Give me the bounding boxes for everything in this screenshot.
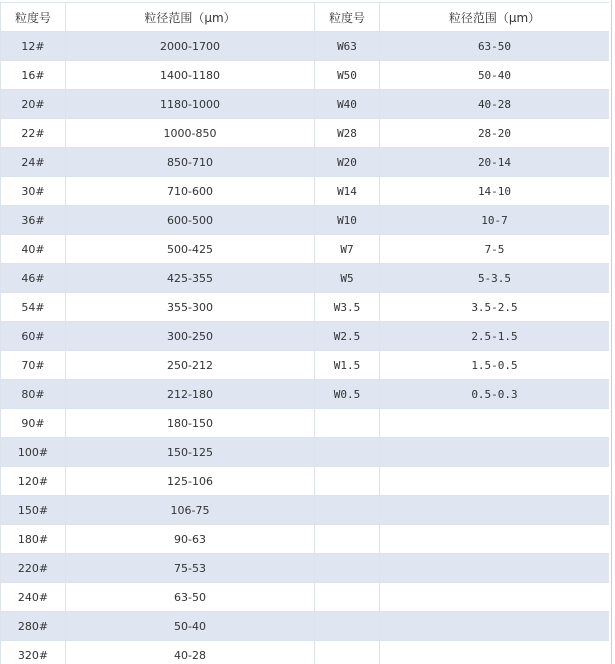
table-row bbox=[1, 380, 610, 409]
cell-micro-size-range: 28-20 bbox=[380, 119, 610, 148]
cell-micro-size-range bbox=[380, 583, 610, 612]
table-row bbox=[1, 351, 610, 380]
table-row bbox=[1, 438, 610, 467]
cell-micro-grit-number: W14 bbox=[315, 177, 380, 206]
cell-micro-grit-number bbox=[315, 583, 380, 612]
cell-micro-size-range: 63-50 bbox=[380, 32, 610, 61]
cell-micro-size-range: 14-10 bbox=[380, 177, 610, 206]
cell-micro-grit-number bbox=[315, 409, 380, 438]
cell-micro-grit-number: W50 bbox=[315, 61, 380, 90]
cell-micro-size-range bbox=[380, 438, 610, 467]
cell-micro-size-range: 40-28 bbox=[380, 90, 610, 119]
table-row bbox=[1, 467, 610, 496]
cell-micro-grit-number: W1.5 bbox=[315, 351, 380, 380]
cell-micro-size-range bbox=[380, 525, 610, 554]
cell-micro-grit-number bbox=[315, 496, 380, 525]
cell-size-range: 2000-1700 bbox=[66, 32, 315, 61]
cell-micro-grit-number: W20 bbox=[315, 148, 380, 177]
cell-micro-grit-number: W10 bbox=[315, 206, 380, 235]
cell-micro-grit-number: W0.5 bbox=[315, 380, 380, 409]
cell-grit-number: 16# bbox=[1, 61, 66, 90]
cell-grit-number: 36# bbox=[1, 206, 66, 235]
header-micro-grit-number: 粒度号 bbox=[315, 3, 380, 32]
page-divider bbox=[611, 0, 612, 664]
cell-size-range: 300-250 bbox=[66, 322, 315, 351]
cell-size-range: 40-28 bbox=[66, 641, 315, 664]
cell-size-range: 1180-1000 bbox=[66, 90, 315, 119]
header-grit-number: 粒度号 bbox=[1, 3, 66, 32]
cell-micro-size-range: 5-3.5 bbox=[380, 264, 610, 293]
cell-micro-grit-number bbox=[315, 467, 380, 496]
table-row bbox=[1, 235, 610, 264]
cell-micro-size-range bbox=[380, 612, 610, 641]
cell-size-range: 710-600 bbox=[66, 177, 315, 206]
cell-size-range: 355-300 bbox=[66, 293, 315, 322]
table-row bbox=[1, 177, 610, 206]
cell-grit-number: 22# bbox=[1, 119, 66, 148]
cell-micro-grit-number bbox=[315, 525, 380, 554]
table-row bbox=[1, 293, 610, 322]
cell-grit-number: 54# bbox=[1, 293, 66, 322]
cell-size-range: 150-125 bbox=[66, 438, 315, 467]
cell-grit-number: 240# bbox=[1, 583, 66, 612]
table-row bbox=[1, 322, 610, 351]
grain-size-table-container bbox=[0, 2, 609, 664]
cell-micro-size-range: 0.5-0.3 bbox=[380, 380, 610, 409]
cell-micro-size-range: 3.5-2.5 bbox=[380, 293, 610, 322]
cell-grit-number: 100# bbox=[1, 438, 66, 467]
cell-micro-size-range: 7-5 bbox=[380, 235, 610, 264]
cell-size-range: 63-50 bbox=[66, 583, 315, 612]
header-row bbox=[1, 3, 610, 32]
cell-grit-number: 12# bbox=[1, 32, 66, 61]
cell-micro-grit-number: W3.5 bbox=[315, 293, 380, 322]
table-row bbox=[1, 90, 610, 119]
header-micro-size-range: 粒径范围（μm） bbox=[380, 3, 610, 32]
table-body bbox=[1, 32, 610, 664]
table-row bbox=[1, 264, 610, 293]
cell-size-range: 90-63 bbox=[66, 525, 315, 554]
cell-grit-number: 280# bbox=[1, 612, 66, 641]
cell-grit-number: 80# bbox=[1, 380, 66, 409]
table-row bbox=[1, 554, 610, 583]
cell-size-range: 180-150 bbox=[66, 409, 315, 438]
cell-size-range: 1400-1180 bbox=[66, 61, 315, 90]
cell-micro-grit-number: W40 bbox=[315, 90, 380, 119]
table-row bbox=[1, 583, 610, 612]
cell-grit-number: 40# bbox=[1, 235, 66, 264]
cell-size-range: 1000-850 bbox=[66, 119, 315, 148]
cell-micro-size-range: 2.5-1.5 bbox=[380, 322, 610, 351]
cell-size-range: 500-425 bbox=[66, 235, 315, 264]
cell-grit-number: 24# bbox=[1, 148, 66, 177]
cell-micro-size-range bbox=[380, 641, 610, 664]
cell-micro-grit-number: W5 bbox=[315, 264, 380, 293]
table-row bbox=[1, 641, 610, 664]
cell-size-range: 75-53 bbox=[66, 554, 315, 583]
cell-micro-grit-number: W28 bbox=[315, 119, 380, 148]
cell-micro-grit-number: W2.5 bbox=[315, 322, 380, 351]
table-row bbox=[1, 612, 610, 641]
table-row bbox=[1, 496, 610, 525]
cell-micro-size-range bbox=[380, 554, 610, 583]
cell-micro-size-range: 50-40 bbox=[380, 61, 610, 90]
cell-grit-number: 180# bbox=[1, 525, 66, 554]
cell-size-range: 125-106 bbox=[66, 467, 315, 496]
cell-grit-number: 220# bbox=[1, 554, 66, 583]
cell-micro-grit-number bbox=[315, 554, 380, 583]
cell-micro-size-range bbox=[380, 467, 610, 496]
cell-micro-size-range: 20-14 bbox=[380, 148, 610, 177]
cell-size-range: 600-500 bbox=[66, 206, 315, 235]
table-row bbox=[1, 525, 610, 554]
cell-grit-number: 60# bbox=[1, 322, 66, 351]
cell-micro-grit-number bbox=[315, 641, 380, 664]
cell-grit-number: 70# bbox=[1, 351, 66, 380]
cell-micro-size-range: 10-7 bbox=[380, 206, 610, 235]
cell-grit-number: 150# bbox=[1, 496, 66, 525]
cell-grit-number: 46# bbox=[1, 264, 66, 293]
table-row bbox=[1, 206, 610, 235]
cell-micro-size-range bbox=[380, 409, 610, 438]
cell-size-range: 250-212 bbox=[66, 351, 315, 380]
cell-micro-grit-number bbox=[315, 612, 380, 641]
table-row bbox=[1, 119, 610, 148]
table-row bbox=[1, 148, 610, 177]
cell-size-range: 425-355 bbox=[66, 264, 315, 293]
table-row bbox=[1, 409, 610, 438]
cell-size-range: 50-40 bbox=[66, 612, 315, 641]
header-size-range: 粒径范围（μm） bbox=[66, 3, 315, 32]
cell-grit-number: 120# bbox=[1, 467, 66, 496]
cell-micro-size-range bbox=[380, 496, 610, 525]
cell-size-range: 106-75 bbox=[66, 496, 315, 525]
cell-grit-number: 20# bbox=[1, 90, 66, 119]
cell-micro-grit-number: W7 bbox=[315, 235, 380, 264]
grain-size-table bbox=[0, 2, 609, 664]
cell-grit-number: 320# bbox=[1, 641, 66, 664]
cell-size-range: 850-710 bbox=[66, 148, 315, 177]
cell-micro-grit-number bbox=[315, 438, 380, 467]
cell-micro-size-range: 1.5-0.5 bbox=[380, 351, 610, 380]
table-row bbox=[1, 32, 610, 61]
cell-grit-number: 90# bbox=[1, 409, 66, 438]
cell-micro-grit-number: W63 bbox=[315, 32, 380, 61]
table-row bbox=[1, 61, 610, 90]
cell-grit-number: 30# bbox=[1, 177, 66, 206]
cell-size-range: 212-180 bbox=[66, 380, 315, 409]
